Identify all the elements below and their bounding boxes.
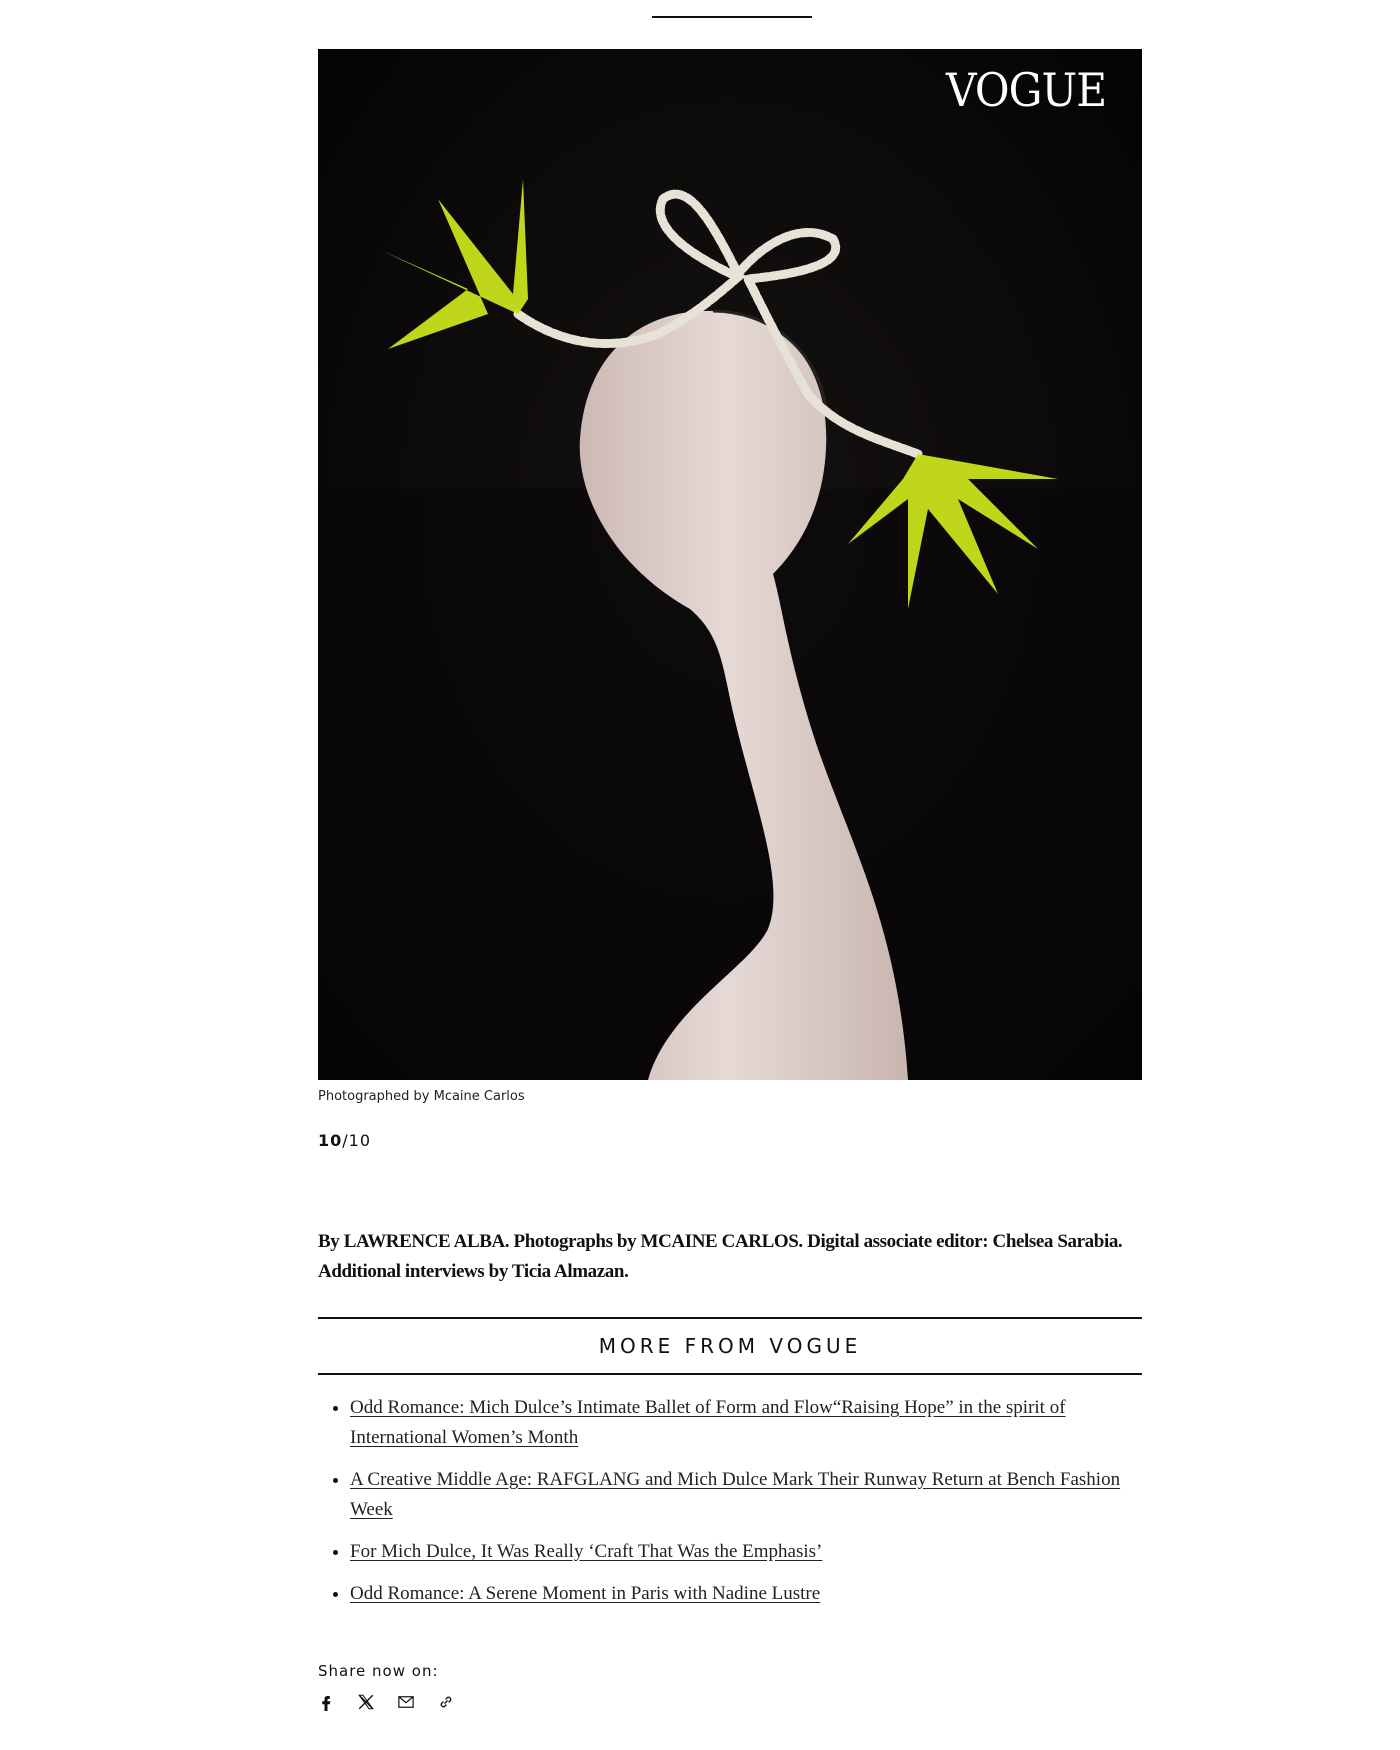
facebook-icon[interactable] xyxy=(316,1692,336,1712)
gallery-current: 10 xyxy=(318,1131,343,1150)
more-from-vogue-list xyxy=(318,1393,1150,1621)
list-item xyxy=(350,1393,1150,1453)
top-divider xyxy=(652,16,812,18)
more-from-vogue-title: MORE FROM VOGUE xyxy=(598,1334,862,1358)
share-buttons xyxy=(316,1692,456,1712)
article-credits: By LAWRENCE ALBA. Photographs by MCAINE CARLOS. Digital associate editor: Chelsea Sarabia. Additional interviews by Ticia Almazan. xyxy=(318,1231,1123,1282)
list-item xyxy=(350,1465,1150,1525)
related-article-link[interactable]: For Mich Dulce, It Was Really ‘Craft That Was the Emphasis’ xyxy=(350,1541,823,1562)
email-icon[interactable] xyxy=(396,1692,416,1712)
related-article-link[interactable]: Odd Romance: Mich Dulce’s Intimate Ballet of Form and Flow“Raising Hope” in the spirit of International Women’s Month xyxy=(350,1397,1066,1448)
list-item xyxy=(350,1579,1150,1609)
list-item xyxy=(350,1537,1150,1567)
x-icon[interactable] xyxy=(356,1692,376,1712)
gallery-photo xyxy=(318,49,1142,1080)
related-article-link[interactable]: A Creative Middle Age: RAFGLANG and Mich Dulce Mark Their Runway Return at Bench Fashion Week xyxy=(350,1469,1121,1520)
link-icon[interactable] xyxy=(436,1692,456,1712)
photo-caption: Photographed by Mcaine Carlos xyxy=(318,1089,525,1104)
gallery-counter xyxy=(318,1131,371,1150)
more-from-vogue-header xyxy=(318,1317,1142,1375)
gallery-total: 10 xyxy=(348,1131,372,1150)
share-label: Share now on: xyxy=(318,1662,439,1680)
related-article-link[interactable]: Odd Romance: A Serene Moment in Paris with Nadine Lustre xyxy=(350,1583,821,1604)
vogue-logo: VOGUE xyxy=(945,63,1106,117)
gallery-separator: / xyxy=(342,1131,349,1150)
mannequin-headpiece-image xyxy=(318,49,1142,1080)
